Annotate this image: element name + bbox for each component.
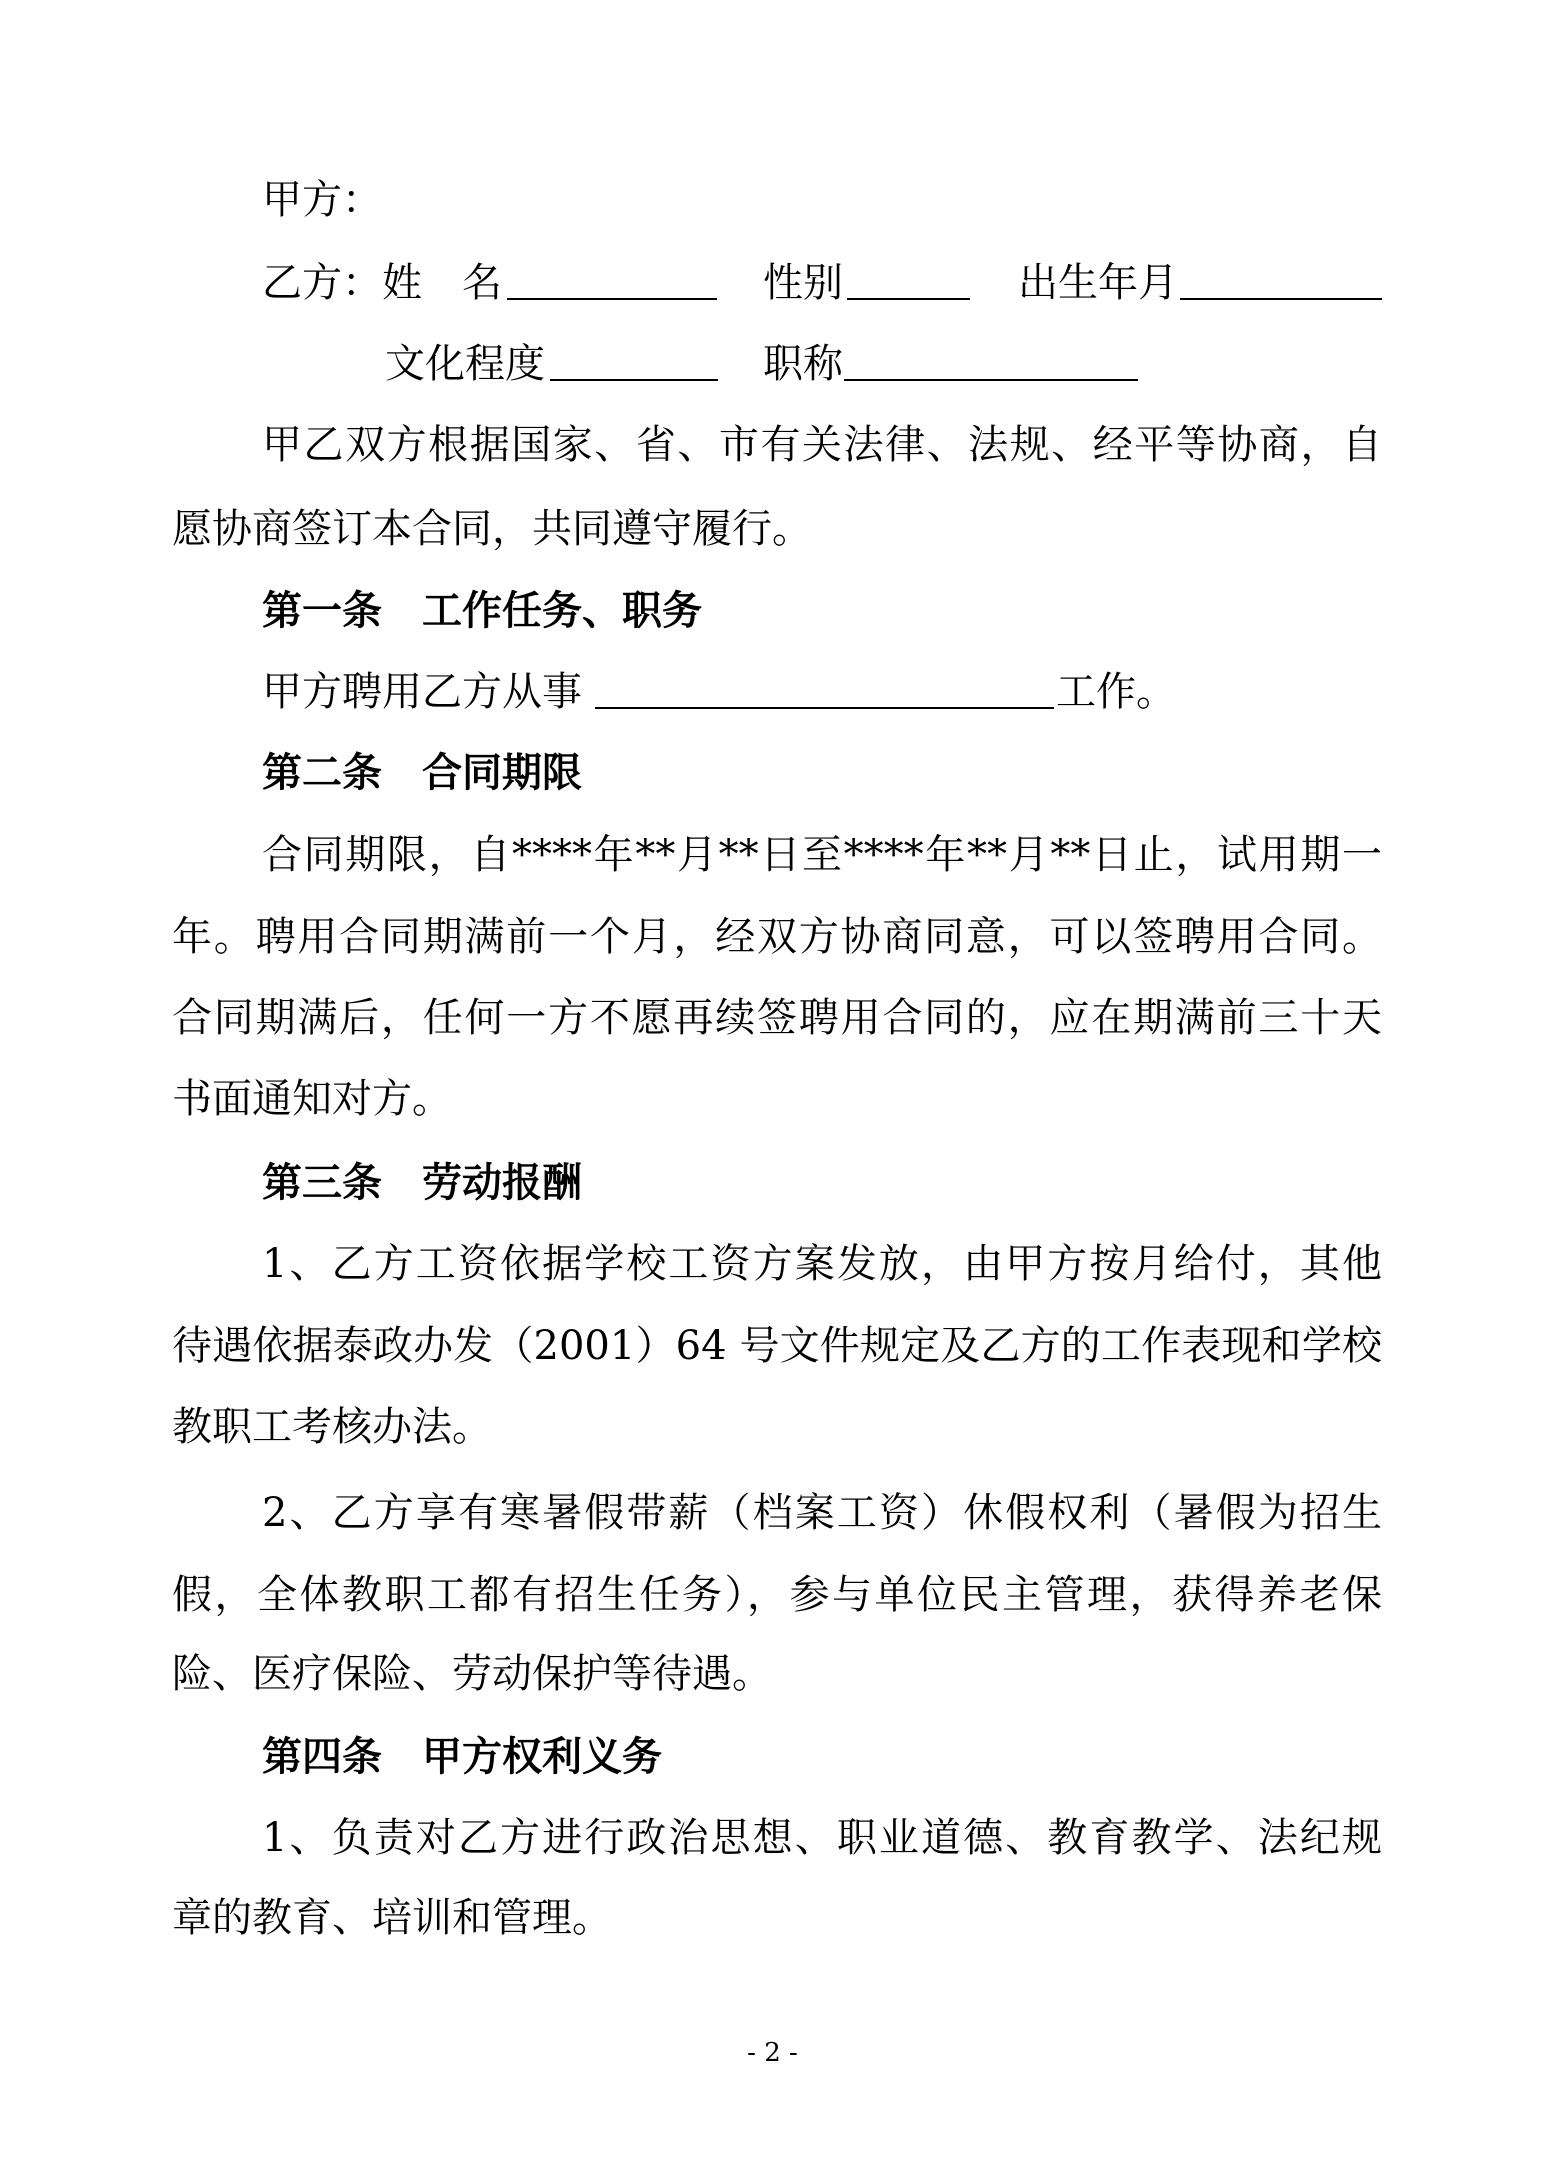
- education-field[interactable]: [550, 339, 718, 381]
- page-number: - 2 -: [747, 2038, 798, 2068]
- article-2-line: 书面通知对方。: [172, 1076, 452, 1122]
- article-1-after: 工作。: [1056, 669, 1176, 715]
- birth-label: 出生年月: [1018, 260, 1178, 306]
- name-label: 姓 名: [382, 260, 502, 306]
- title-field[interactable]: [844, 339, 1138, 381]
- article-3-item-1-line: 待遇依据泰政办发（2001）64 号文件规定及乙方的工作表现和学校: [172, 1323, 1382, 1369]
- article-3-item-2-line: 险、医疗保险、劳动保护等待遇。: [172, 1651, 772, 1697]
- article-4-item-1-line: 1、负责对乙方进行政治思想、职业道德、教育教学、法纪规: [262, 1815, 1382, 1861]
- article-2-line: 年。聘用合同期满前一个月，经双方协商同意，可以签聘用合同。: [172, 914, 1382, 960]
- party-a-label: 甲方：: [262, 177, 382, 223]
- title-label: 职称: [763, 341, 843, 387]
- article-4-heading: 第四条 甲方权利义务: [262, 1733, 662, 1780]
- article-2-line: 合同期满后，任何一方不愿再续签聘用合同的，应在期满前三十天: [172, 995, 1382, 1041]
- intro-line: 愿协商签订本合同，共同遵守履行。: [172, 506, 812, 552]
- intro-line: 甲乙双方根据国家、省、市有关法律、法规、经平等协商，自: [262, 422, 1382, 468]
- article-3-heading: 第三条 劳动报酬: [262, 1159, 582, 1206]
- gender-label: 性别: [763, 260, 843, 306]
- article-2-heading: 第二条 合同期限: [262, 749, 582, 796]
- article-1-before: 甲方聘用乙方从事: [262, 669, 582, 715]
- gender-field[interactable]: [847, 258, 970, 300]
- party-b-label: 乙方：: [262, 260, 382, 306]
- job-field[interactable]: [595, 667, 1054, 709]
- name-field[interactable]: [507, 258, 717, 300]
- article-3-item-2-line: 假，全体教职工都有招生任务），参与单位民主管理，获得养老保: [172, 1572, 1382, 1618]
- education-label: 文化程度: [385, 341, 545, 387]
- article-2-line: 合同期限，自****年**月**日至****年**月**日止，试用期一: [262, 832, 1382, 878]
- birth-field[interactable]: [1180, 258, 1382, 300]
- article-3-item-1-line: 教职工考核办法。: [172, 1404, 492, 1450]
- article-3-item-2-line: 2、乙方享有寒暑假带薪（档案工资）休假权利（暑假为招生: [262, 1490, 1382, 1536]
- article-1-heading: 第一条 工作任务、职务: [262, 587, 702, 634]
- article-3-item-1-line: 1、乙方工资依据学校工资方案发放，由甲方按月给付，其他: [262, 1241, 1382, 1287]
- article-4-item-1-line: 章的教育、培训和管理。: [172, 1895, 612, 1941]
